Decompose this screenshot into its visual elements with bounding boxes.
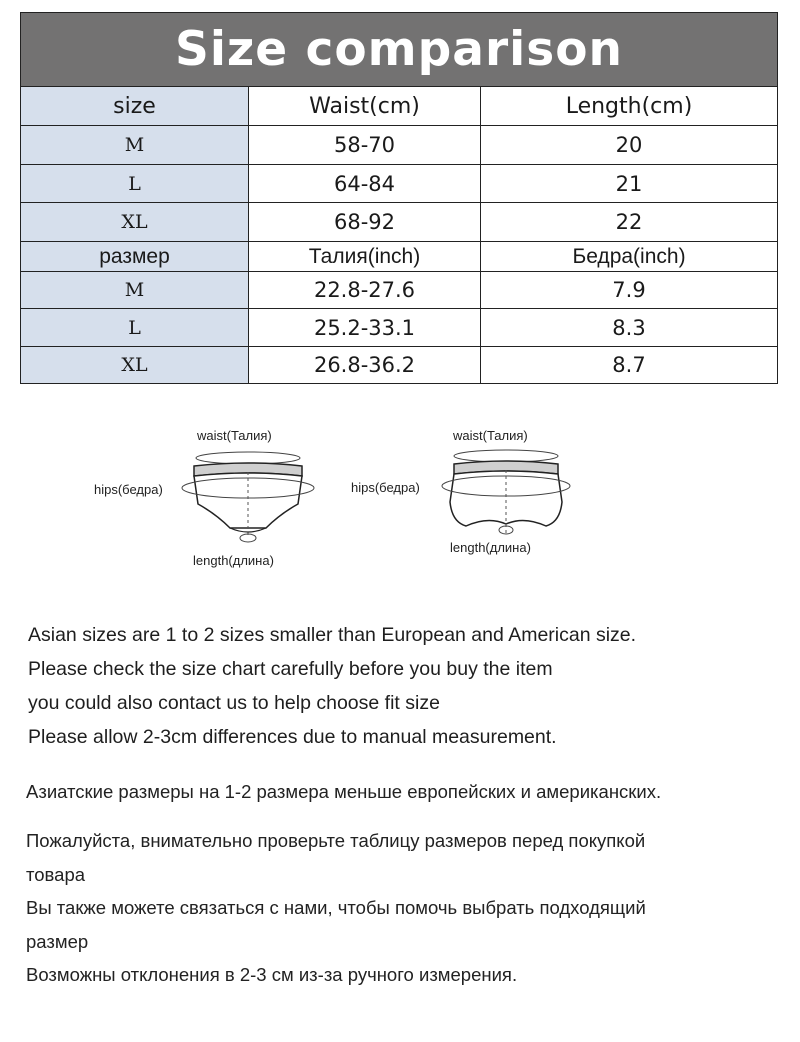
note-ru-line: размер: [26, 931, 89, 952]
waist-cell: 68-92: [249, 202, 481, 241]
size-cell: L: [21, 164, 249, 202]
hips-label: hips(бедра): [351, 480, 420, 495]
length-cell: 20: [481, 125, 777, 164]
waist-cell: 64-84: [249, 164, 481, 202]
header-waist-inch: Талия(inch): [249, 241, 481, 271]
note-en-line: Please check the size chart carefully before you buy the item: [28, 658, 553, 680]
size-cell: M: [21, 125, 249, 164]
waist-cell: 58-70: [249, 125, 481, 164]
waist-cell: 25.2-33.1: [249, 308, 481, 346]
hips-label: hips(бедра): [94, 482, 163, 497]
hips-cell: 8.3: [481, 308, 777, 346]
hips-cell: 7.9: [481, 271, 777, 308]
note-ru-line: Вы также можете связаться с нами, чтобы помочь выбрать подходящий: [26, 897, 646, 918]
header-size: size: [21, 86, 249, 125]
table-row: [21, 346, 777, 383]
note-ru-line: Пожалуйста, внимательно проверьте таблицу размеров перед покупкой: [26, 830, 646, 851]
table-row: [21, 308, 777, 346]
header-length-cm: Length(cm): [481, 86, 777, 125]
size-table: [20, 12, 778, 384]
table-row: [21, 271, 777, 308]
note-en-line: Please allow 2-3cm differences due to manual measurement.: [28, 726, 557, 748]
waist-cell: 26.8-36.2: [249, 346, 481, 383]
waist-label: waist(Талия): [453, 428, 528, 443]
length-cell: 22: [481, 202, 777, 241]
length-cell: 21: [481, 164, 777, 202]
length-label: length(длина): [450, 540, 531, 555]
table-row: [21, 164, 777, 202]
note-ru-line: Азиатские размеры на 1-2 размера меньше европейских и американских.: [26, 781, 662, 802]
header-razmer: размер: [21, 241, 249, 271]
boyshort-diagram-icon: [438, 446, 578, 541]
note-ru-line: Возможны отклонения в 2-3 см из-за ручного измерения.: [26, 964, 518, 985]
size-cell: M: [21, 271, 249, 308]
table-row: [21, 125, 777, 164]
table-row: [21, 202, 777, 241]
note-en-line: you could also contact us to help choose fit size: [28, 692, 440, 714]
size-cell: XL: [21, 202, 249, 241]
waist-label: waist(Талия): [197, 428, 272, 443]
waist-cell: 22.8-27.6: [249, 271, 481, 308]
inch-header-row: [21, 241, 777, 271]
cm-header-row: [21, 86, 777, 125]
note-ru-line: товара: [26, 864, 86, 885]
header-hips-inch: Бедра(inch): [481, 241, 777, 271]
table-title: Size comparison: [21, 13, 777, 86]
size-cell: XL: [21, 346, 249, 383]
size-cell: L: [21, 308, 249, 346]
briefs-diagram-icon: [180, 446, 320, 556]
header-waist-cm: Waist(cm): [249, 86, 481, 125]
length-label: length(длина): [193, 553, 274, 568]
hips-cell: 8.7: [481, 346, 777, 383]
note-en-line: Asian sizes are 1 to 2 sizes smaller than European and American size.: [28, 624, 637, 646]
